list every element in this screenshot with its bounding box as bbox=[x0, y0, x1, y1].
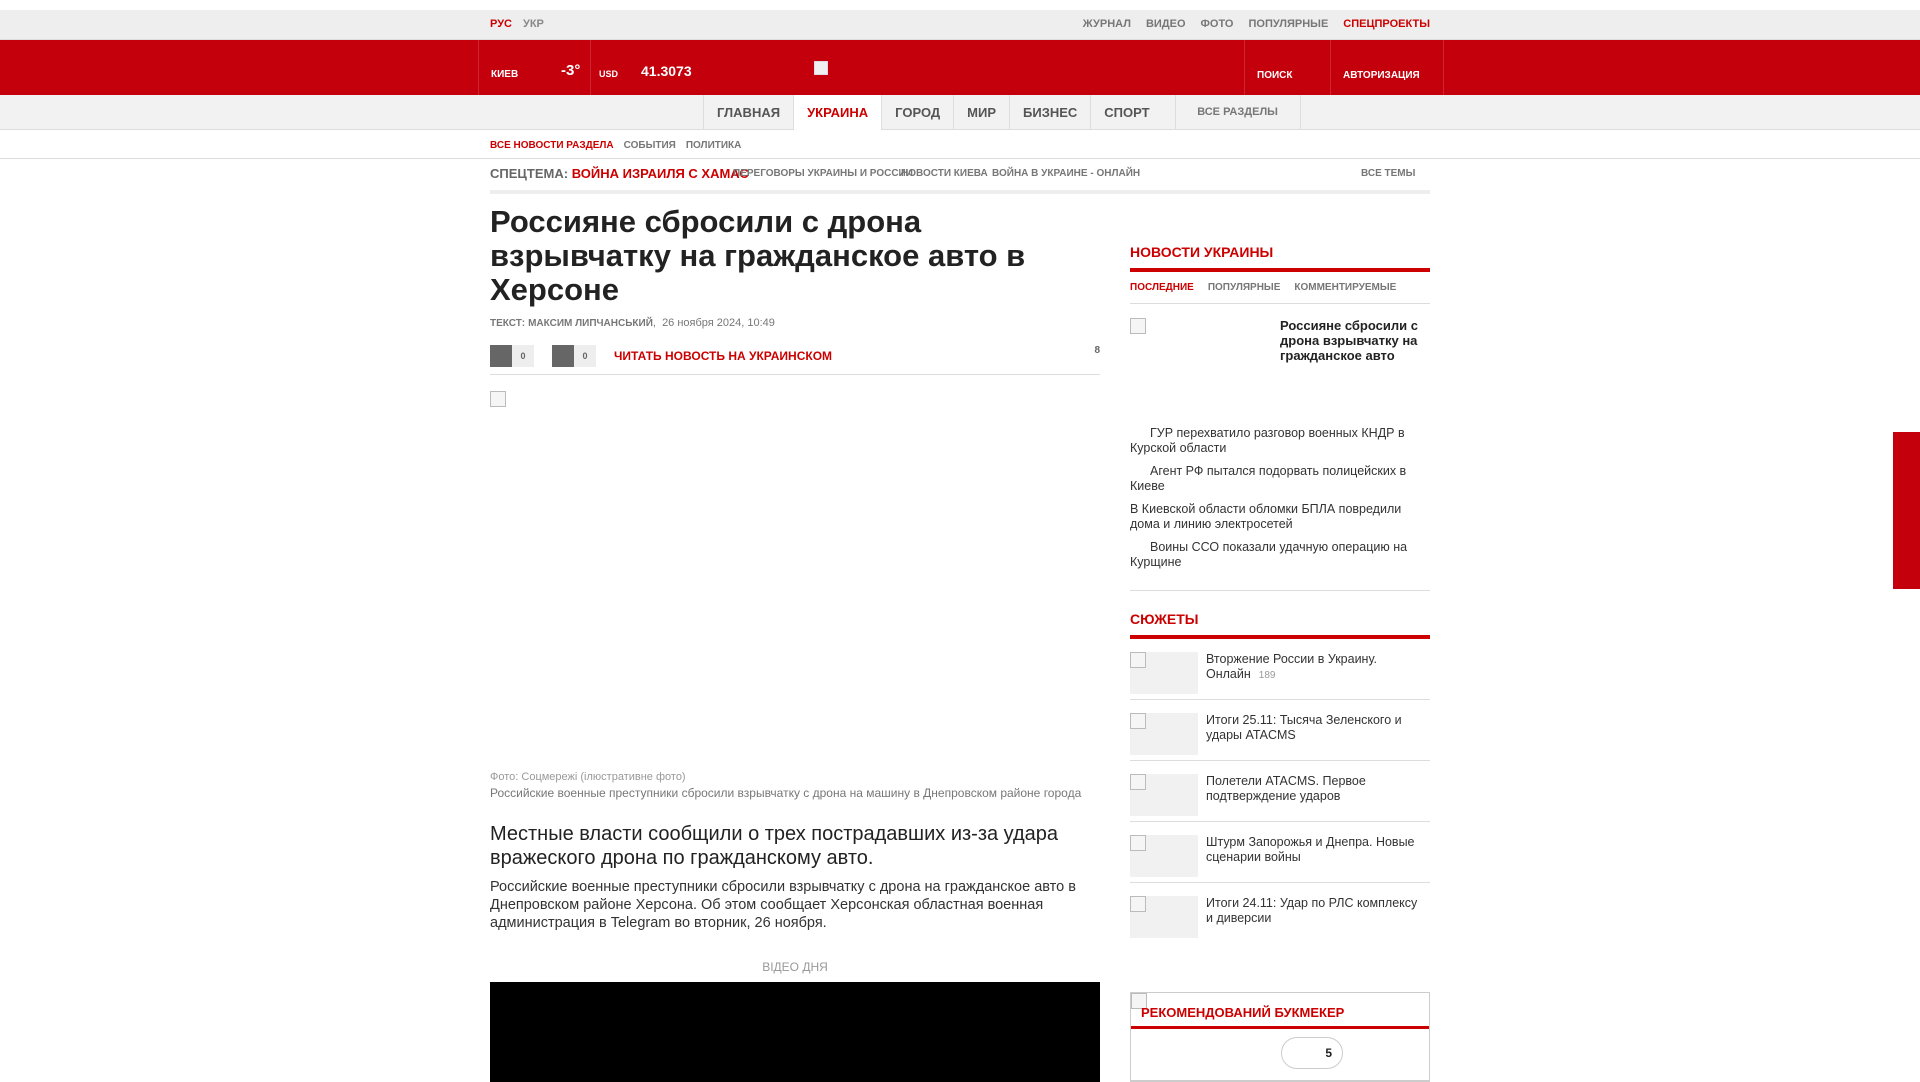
weather-widget[interactable] bbox=[478, 40, 590, 95]
spec-label bbox=[490, 166, 749, 181]
nav-sport[interactable]: СПОРТ bbox=[1090, 95, 1162, 130]
broken-image-icon bbox=[1130, 713, 1146, 729]
lang-ru-link[interactable]: РУС bbox=[490, 18, 512, 30]
ukraine-news-header[interactable]: НОВОСТИ УКРАИНЫ bbox=[1130, 244, 1430, 272]
sub-nav bbox=[0, 131, 1920, 159]
sidebar bbox=[1130, 244, 1430, 1082]
news-list bbox=[1130, 426, 1430, 591]
tab-latest[interactable]: ПОСЛЕДНИЕ bbox=[1130, 282, 1194, 293]
city-label: КИЕВ bbox=[491, 69, 519, 80]
nav-all-sections[interactable]: ВСЕ РАЗДЕЛЫ bbox=[1175, 95, 1301, 130]
article-actions bbox=[490, 345, 1100, 375]
article-byline: ТЕКСТ: МАКСИМ ЛИПЧАНСЬКИЙ, 26 ноября 2024, 10:49 bbox=[490, 317, 775, 329]
broken-image-icon bbox=[490, 391, 506, 407]
story-item[interactable] bbox=[1130, 883, 1430, 944]
video-of-day-label: ВІДЕО ДНЯ bbox=[762, 960, 828, 974]
lang-ua-link[interactable]: УКР bbox=[523, 18, 544, 30]
featured-news[interactable] bbox=[1130, 318, 1430, 426]
special-topics-bar bbox=[490, 160, 1430, 194]
story-thumbnail bbox=[1130, 713, 1198, 755]
comments-count[interactable]: 8 bbox=[1094, 345, 1100, 356]
bookmaker-widget bbox=[1130, 992, 1430, 1082]
story-thumbnail bbox=[1130, 835, 1198, 877]
currency-label: USD bbox=[599, 69, 619, 79]
photo-credit: Фото: Соцмережі (ілюстративне фото) bbox=[490, 771, 686, 783]
bookmaker-header-bar bbox=[1131, 1026, 1429, 1029]
side-red-tab[interactable] bbox=[1893, 432, 1920, 589]
story-title-text: Вторжение России в Украину. Онлайн bbox=[1206, 652, 1377, 681]
read-in-ukrainian-link[interactable]: ЧИТАТЬ НОВОСТЬ НА УКРАИНСКОМ bbox=[614, 349, 833, 363]
story-item[interactable] bbox=[1130, 639, 1430, 700]
topic-negotiations[interactable]: ПЕРЕГОВОРЫ УКРАИНЫ И РОССИИ bbox=[733, 168, 913, 179]
article-image bbox=[490, 391, 1100, 771]
story-title bbox=[1206, 652, 1426, 683]
header-bar bbox=[0, 40, 1920, 95]
share-facebook-count: 0 bbox=[512, 345, 534, 367]
story-item[interactable] bbox=[1130, 700, 1430, 761]
top-nav-video[interactable]: ВИДЕО bbox=[1145, 18, 1186, 30]
list-item[interactable]: В Киевской области обломки БПЛА повредили дома и линию электросетей bbox=[1130, 502, 1402, 531]
bookmaker-rating[interactable]: 5 bbox=[1281, 1037, 1343, 1069]
article bbox=[490, 205, 1100, 1082]
article-date: 26 ноября 2024, 10:49 bbox=[662, 317, 775, 329]
broken-image-icon bbox=[1130, 835, 1146, 851]
tab-popular[interactable]: ПОПУЛЯРНЫЕ bbox=[1207, 282, 1281, 293]
top-nav-popular[interactable]: ПОПУЛЯРНЫЕ bbox=[1248, 18, 1329, 30]
auth-label: АВТОРИЗАЦИЯ bbox=[1343, 70, 1420, 81]
story-item[interactable] bbox=[1130, 761, 1430, 822]
list-item[interactable]: ГУР перехватило разговор военных КНДР в Курской области bbox=[1130, 426, 1405, 455]
list-item[interactable]: Агент РФ пытался подорвать полицейских в Киеве bbox=[1130, 464, 1407, 493]
topic-war-online[interactable]: ВОЙНА В УКРАИНЕ - ОНЛАЙН bbox=[992, 168, 1141, 179]
featured-news-title[interactable]: Россияне сбросили с дрона взрывчатку на гражданское авто bbox=[1280, 318, 1418, 363]
nav-city[interactable]: ГОРОД bbox=[881, 95, 953, 130]
top-nav bbox=[1083, 18, 1430, 30]
nav-main[interactable]: ГЛАВНАЯ bbox=[703, 95, 793, 130]
currency-rate: 41.3073 bbox=[641, 63, 692, 79]
byline-label: ТЕКСТ: bbox=[490, 318, 526, 329]
nav-world[interactable]: МИР bbox=[953, 95, 1009, 130]
site-logo[interactable] bbox=[814, 61, 828, 75]
story-title: Штурм Запорожья и Днепра. Новые сценарии войны bbox=[1206, 835, 1415, 864]
story-item[interactable] bbox=[1130, 822, 1430, 883]
temperature: -3° bbox=[561, 62, 581, 79]
tab-commented[interactable]: КОММЕНТИРУЕМЫЕ bbox=[1294, 282, 1397, 293]
story-thumbnail bbox=[1130, 896, 1198, 938]
news-tabs bbox=[1130, 272, 1430, 304]
divider bbox=[1131, 1080, 1429, 1081]
subnav-politics[interactable]: ПОЛИТИКА bbox=[685, 140, 742, 151]
top-nav-photo[interactable]: ФОТО bbox=[1200, 18, 1234, 30]
main-nav bbox=[0, 95, 1920, 130]
list-item[interactable]: Воины ССО показали удачную операцию на Курщине bbox=[1130, 540, 1408, 569]
story-title: Итоги 25.11: Тысяча Зеленского и удары ATACMS bbox=[1206, 713, 1402, 742]
topic-kyiv-news[interactable]: НОВОСТИ КИЕВА bbox=[901, 168, 988, 179]
story-count: 189 bbox=[1258, 670, 1276, 681]
story-title: Полетели ATACMS. Первое подтверждение ударов bbox=[1206, 774, 1366, 803]
share-telegram-count: 0 bbox=[574, 345, 596, 367]
share-telegram-button[interactable] bbox=[552, 345, 574, 367]
topic-all[interactable]: ВСЕ ТЕМЫ bbox=[1361, 168, 1416, 179]
broken-image-icon bbox=[1130, 774, 1146, 790]
broken-image-icon bbox=[1130, 318, 1146, 334]
top-nav-specprojects[interactable]: СПЕЦПРОЕКТЫ bbox=[1343, 18, 1430, 30]
story-thumbnail bbox=[1130, 774, 1198, 816]
search-label: ПОИСК bbox=[1257, 70, 1293, 81]
nav-ukraine[interactable]: УКРАИНА bbox=[793, 95, 881, 130]
video-player[interactable] bbox=[490, 982, 1100, 1082]
broken-image-icon bbox=[1130, 896, 1146, 912]
stories-header[interactable]: СЮЖЕТЫ bbox=[1130, 611, 1430, 639]
search-button[interactable] bbox=[1244, 40, 1330, 95]
photo-caption: Российские военные преступники сбросили взрывчатку с дрона на машину в Днепровском районе города bbox=[490, 786, 1082, 800]
auth-button[interactable] bbox=[1330, 40, 1444, 95]
story-thumbnail bbox=[1130, 652, 1198, 694]
bookmaker-header: РЕКОМЕНДОВАНИЙ БУКМЕКЕР bbox=[1141, 1005, 1345, 1020]
subnav-events[interactable]: СОБЫТИЯ bbox=[623, 140, 676, 151]
top-nav-journal[interactable]: ЖУРНАЛ bbox=[1082, 18, 1131, 30]
spec-main-topic[interactable]: ВОЙНА ИЗРАИЛЯ С ХАМАС bbox=[571, 166, 749, 181]
story-title: Итоги 24.11: Удар по РЛС комплексу и диверсии bbox=[1206, 896, 1418, 925]
article-lead: Местные власти сообщили о трех пострадавших из-за удара вражеского дрона по гражданскому авто. bbox=[490, 823, 1059, 869]
article-title: Россияне сбросили с дрона взрывчатку на гражданское авто в Херсоне bbox=[490, 204, 1026, 307]
article-body: Российские военные преступники сбросили взрывчатку с дрона на гражданское авто в Днепровском районе Херсона. Об этом сообщает Херсонская областная военная администрация в Telegram во вторник, 26 ноября. bbox=[490, 879, 1076, 931]
spec-label-text: СПЕЦТЕМА: bbox=[490, 166, 569, 181]
top-bar bbox=[0, 10, 1920, 40]
currency-widget[interactable] bbox=[590, 40, 690, 95]
share-facebook-button[interactable] bbox=[490, 345, 512, 367]
broken-image-icon bbox=[1130, 652, 1146, 668]
subnav-all-news[interactable]: ВСЕ НОВОСТИ РАЗДЕЛА bbox=[490, 140, 614, 151]
author-link[interactable]: МАКСИМ ЛИПЧАНСЬКИЙ bbox=[528, 318, 653, 329]
nav-business[interactable]: БИЗНЕС bbox=[1009, 95, 1090, 130]
